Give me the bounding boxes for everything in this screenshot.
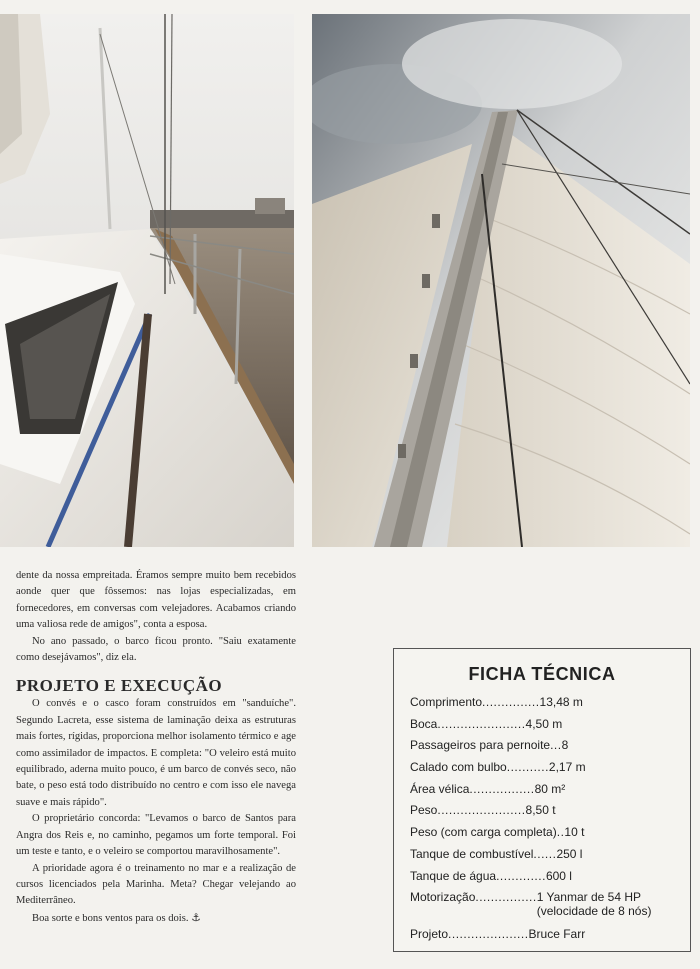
sail-photo bbox=[312, 14, 690, 547]
spec-row bbox=[410, 825, 682, 847]
spec-label: Comprimento bbox=[410, 695, 483, 709]
spec-value bbox=[529, 927, 586, 941]
article-paragraph-2: No ano passado, o barco ficou pronto. "Saiu exatamente como desejávamos", diz ela. bbox=[16, 635, 296, 664]
spec-leader-dots: ..................... bbox=[448, 927, 529, 942]
spec-label: Passageiros para pernoite bbox=[410, 738, 551, 753]
spec-value bbox=[556, 847, 582, 861]
spec-leader-dots: ........... bbox=[506, 760, 549, 775]
spec-value bbox=[564, 825, 584, 839]
spec-leader-dots: ...... bbox=[533, 846, 557, 861]
spec-value-text: 4,50 m bbox=[525, 716, 563, 731]
spec-label: Projeto bbox=[410, 927, 449, 942]
spec-value-text: 10 t bbox=[564, 825, 585, 840]
spec-box bbox=[393, 648, 691, 952]
spec-leader-dots: ....................... bbox=[437, 716, 526, 731]
anchor-icon: ⚓ bbox=[191, 911, 201, 924]
spec-row bbox=[410, 890, 682, 927]
article-paragraph-3: O convés e o casco foram construídos em "sanduíche". Segundo Lacreta, esse sistema de laminação deixa as estruturas mais fortes, rígidas, proporciona melhor isolamento térmico e age como assimilador de impactos. E completa: "O veleiro está muito equilibrado, aderna muito pouco, é um barco de convés seco, não bate, o peso está todo distribuído no centro e com isso ele navega suave e mais rápido". bbox=[16, 698, 296, 808]
spec-value-text: 2,17 m bbox=[548, 760, 586, 775]
spec-label: Motorização bbox=[410, 890, 476, 905]
spec-list bbox=[410, 695, 682, 949]
spec-row bbox=[410, 847, 682, 869]
spec-value-text: 600 l bbox=[545, 868, 572, 883]
spec-row bbox=[410, 738, 682, 760]
spec-value bbox=[526, 717, 563, 731]
spec-value-text: 80 m² bbox=[534, 781, 566, 796]
spec-leader-dots: ....................... bbox=[437, 803, 526, 818]
spec-value-sub: (velocidade de 8 nós) bbox=[536, 904, 652, 919]
deck-photo bbox=[0, 14, 294, 547]
spec-leader-dots: ... bbox=[550, 738, 562, 753]
spec-row bbox=[410, 803, 682, 825]
spec-label: Tanque de combustível bbox=[410, 846, 534, 861]
spec-value-text: 13,48 m bbox=[539, 695, 583, 709]
spec-leader-dots: ................ bbox=[475, 890, 537, 905]
spec-row bbox=[410, 717, 682, 739]
spec-label: Boca bbox=[410, 716, 438, 731]
spec-leader-dots: ............... bbox=[482, 695, 540, 709]
spec-box-title: FICHA TÉCNICA bbox=[468, 664, 616, 684]
spec-value bbox=[535, 782, 566, 796]
spec-leader-dots: .. bbox=[556, 825, 565, 840]
spec-label: Calado com bulbo bbox=[410, 760, 507, 775]
closing-text: Boa sorte e bons ventos para os dois. bbox=[32, 912, 189, 924]
spec-label: Peso bbox=[410, 803, 438, 818]
spec-leader-dots: ................. bbox=[469, 781, 535, 796]
spec-row bbox=[410, 695, 682, 717]
spec-row bbox=[410, 927, 682, 949]
spec-value bbox=[549, 760, 586, 774]
spec-value-text: 8,50 t bbox=[525, 803, 556, 818]
spec-value bbox=[540, 695, 583, 709]
spec-label: Tanque de água bbox=[410, 868, 497, 883]
article-paragraph-5: A prioridade agora é o treinamento no mar e a realização de cursos licenciados pela Marinha. Meta? Chegar velejando ao Mediterrâneo. bbox=[16, 862, 296, 907]
spec-value-text: 250 l bbox=[556, 846, 583, 861]
spec-label: Área vélica bbox=[410, 781, 470, 796]
spec-value-text: 8 bbox=[561, 738, 569, 753]
article-paragraph-6 bbox=[16, 910, 296, 927]
article-paragraph-4: O proprietário concorda: "Levamos o barco de Santos para Angra dos Reis e, no caminho, pegamos um forte temporal. Foi um teste e tanto, e o veleiro se comportou maravilhosamente". bbox=[16, 813, 296, 858]
spec-value bbox=[562, 738, 569, 752]
spec-value bbox=[537, 890, 652, 918]
spec-row bbox=[410, 760, 682, 782]
spec-label: Peso (com carga completa) bbox=[410, 825, 557, 840]
spec-value-text: 1 Yanmar de 54 HP bbox=[536, 890, 642, 905]
spec-leader-dots: ............. bbox=[496, 868, 546, 883]
article-paragraph-1: dente da nossa empreitada. Éramos sempre muito bem recebidos aonde quer que fôssemos: nas lojas especializadas, em fornecedores, em conversas com velejadores. Acabamos criando uma valiosa rede de amigos", conta a esposa. bbox=[16, 570, 296, 631]
spec-row bbox=[410, 782, 682, 804]
spec-value bbox=[546, 869, 572, 883]
spec-value-text: Bruce Farr bbox=[528, 927, 586, 942]
article-column bbox=[16, 568, 296, 927]
spec-row bbox=[410, 869, 682, 891]
spec-value bbox=[526, 803, 556, 817]
section-title: PROJETO E EXECUÇÃO bbox=[16, 676, 223, 696]
